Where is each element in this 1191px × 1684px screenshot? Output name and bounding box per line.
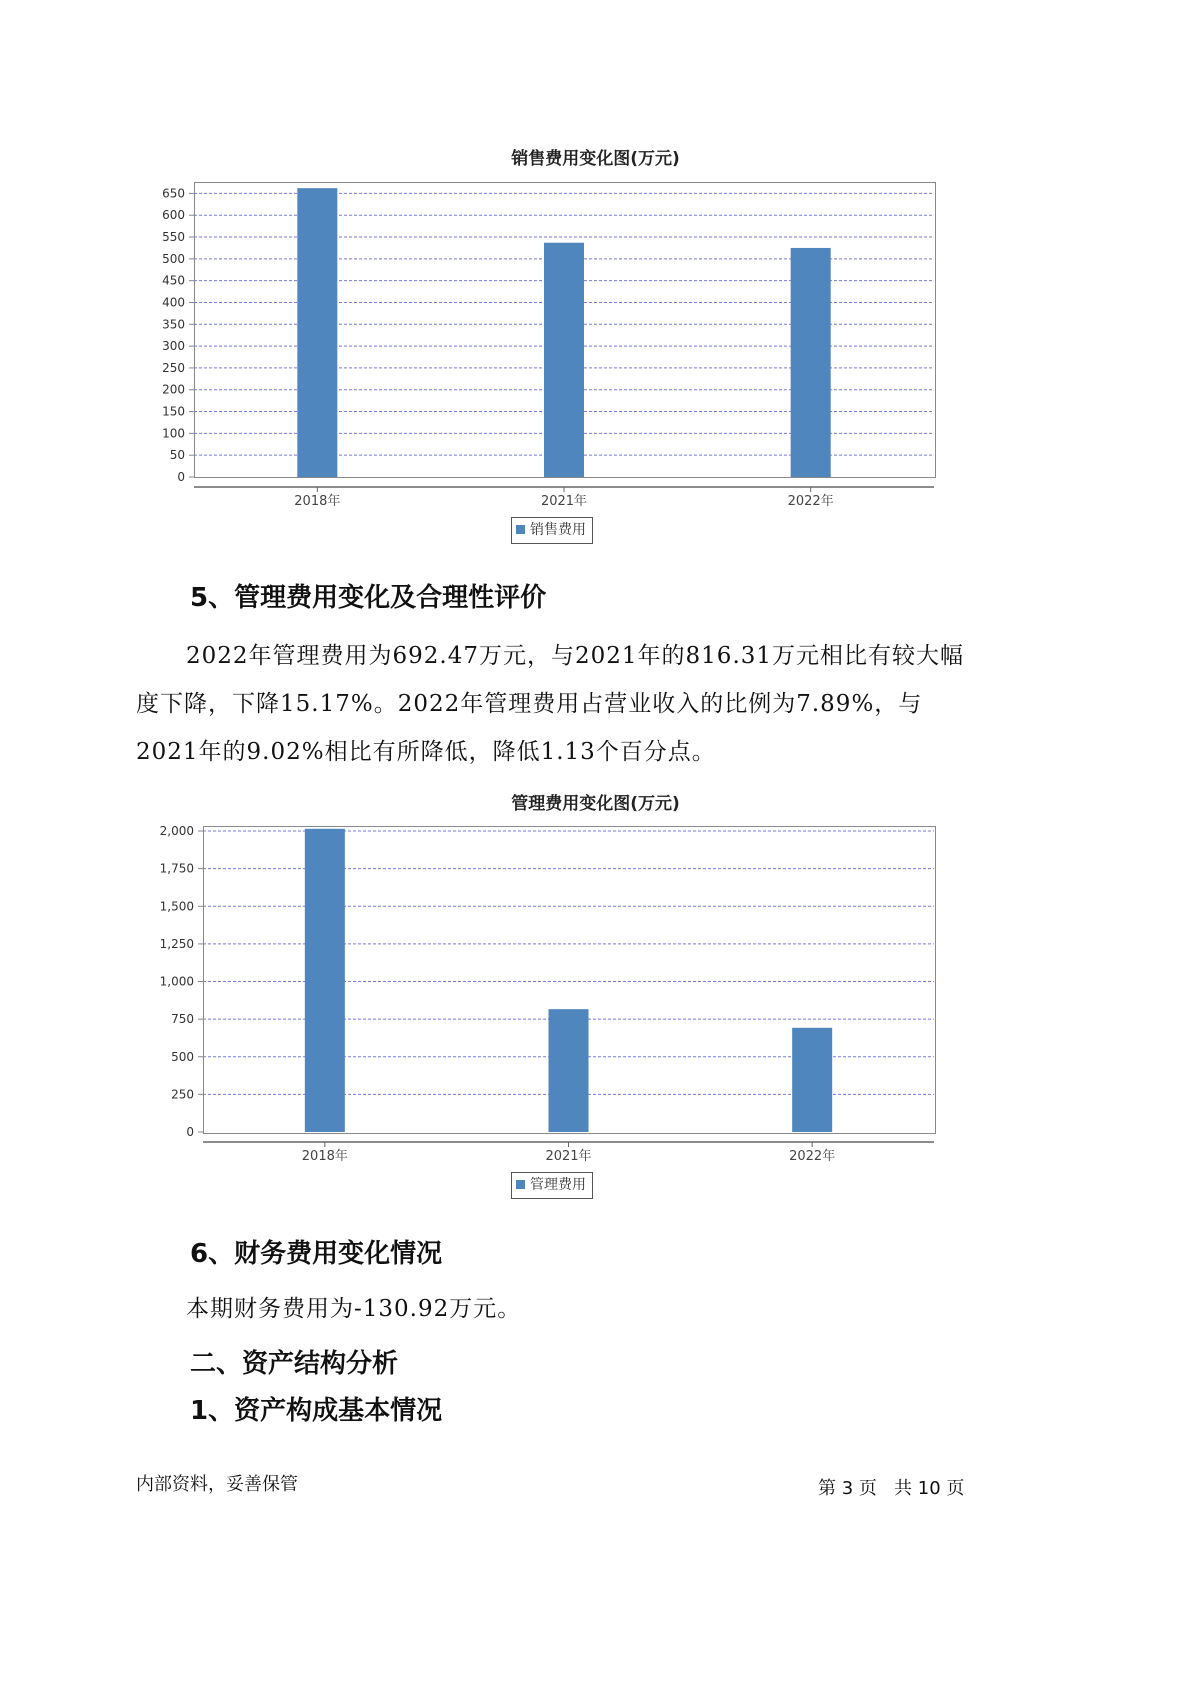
y-tick-label: 550 <box>162 230 185 245</box>
subsection-heading: 1、资产构成基本情况 <box>190 1396 443 1426</box>
footer-note: 内部资料，妥善保管 <box>136 1474 298 1495</box>
y-tick-label: 0 <box>186 1125 194 1139</box>
bar <box>305 829 345 1132</box>
y-tick-label: 150 <box>162 404 185 419</box>
y-tick-label: 250 <box>162 360 185 375</box>
x-tick-label: 2018年 <box>301 1149 348 1164</box>
y-tick-label: 450 <box>162 273 185 288</box>
x-tick-label: 2021年 <box>540 494 588 509</box>
bar <box>792 1028 832 1132</box>
x-tick-label: 2022年 <box>789 1149 836 1164</box>
y-tick-label: 1,250 <box>159 936 194 951</box>
y-tick-label: 600 <box>162 208 185 223</box>
y-tick-label: 400 <box>162 295 185 310</box>
y-tick-label: 200 <box>162 382 185 397</box>
chart-title: 销售费用变化图(万元) <box>511 149 680 169</box>
y-tick-label: 650 <box>162 186 185 201</box>
y-tick-label: 500 <box>171 1049 194 1064</box>
section-heading: 5、管理费用变化及合理性评价 <box>190 583 547 613</box>
body-paragraph: 2022年管理费用为692.47万元，与2021年的816.31万元相比有较大幅度下降，下降15.17%。2022年管理费用占营业收入的比例为7.89%，与2021年的9.02%相比有所降低，降低1.13个百分点。 <box>136 643 965 765</box>
y-tick-label: 1,000 <box>159 974 194 989</box>
y-tick-label: 500 <box>162 251 185 266</box>
x-tick-label: 2018年 <box>294 494 341 509</box>
body-paragraph: 本期财务费用为-130.92万元。 <box>186 1296 522 1322</box>
bar <box>549 1009 589 1132</box>
legend-swatch <box>516 1180 525 1189</box>
y-tick-label: 50 <box>169 448 185 463</box>
legend-label: 销售费用 <box>530 522 586 538</box>
section-heading: 6、财务费用变化情况 <box>190 1239 443 1269</box>
part-heading: 二、资产结构分析 <box>190 1349 399 1379</box>
y-tick-label: 2,000 <box>159 824 194 839</box>
y-tick-label: 250 <box>171 1087 194 1102</box>
y-tick-label: 750 <box>171 1012 194 1027</box>
y-tick-label: 300 <box>162 339 185 354</box>
y-tick-label: 0 <box>177 470 185 484</box>
x-tick-label: 2021年 <box>545 1149 592 1164</box>
legend-label: 管理费用 <box>530 1177 586 1193</box>
y-tick-label: 1,500 <box>159 899 194 914</box>
y-tick-label: 100 <box>162 426 185 441</box>
chart-legend <box>511 1172 593 1199</box>
chart-title: 管理费用变化图(万元) <box>511 794 680 814</box>
x-tick-label: 2022年 <box>787 494 834 509</box>
y-tick-label: 1,750 <box>159 861 194 876</box>
page-number: 第 3 页 共 10 页 <box>818 1478 965 1499</box>
y-tick-label: 350 <box>162 317 185 332</box>
